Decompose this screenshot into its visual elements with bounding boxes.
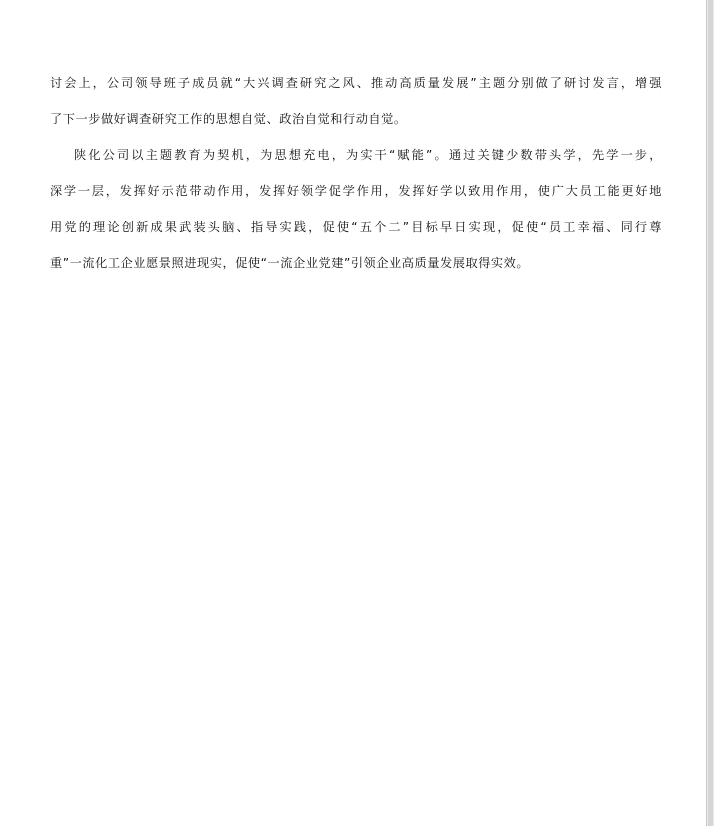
paragraph-2 bbox=[50, 142, 662, 286]
paragraph-1-line-2: 了下一步做好调查研究工作的思想自觉、政治自觉和行动自觉。 bbox=[50, 112, 407, 126]
paragraph-2-line-4: 重”一流化工企业愿景照进现实，促使“一流企业党建”引领企业高质量发展取得实效。 bbox=[50, 256, 530, 270]
paragraph-2-line-1: 陕化公司以主题教育为契机，为思想充电，为实干“赋能”。通过关键少数带头学，先学一步， bbox=[74, 148, 662, 162]
document-body bbox=[50, 70, 662, 286]
paragraph-2-line-2: 深学一层，发挥好示范带动作用，发挥好领学促学作用，发挥好学以致用作用，使广大员工能更好地 bbox=[50, 184, 662, 198]
scrollbar-thumb[interactable] bbox=[708, 0, 713, 826]
paragraph-2-line-3: 用党的理论创新成果武装头脑、指导实践，促使“五个二”目标早日实现，促使“员工幸福、同行尊 bbox=[50, 220, 662, 234]
paragraph-1 bbox=[50, 70, 662, 142]
vertical-scrollbar[interactable] bbox=[706, 0, 714, 826]
paragraph-1-line-1: 讨会上，公司领导班子成员就“大兴调查研究之风、推动高质量发展”主题分别做了研讨发言，增强 bbox=[50, 76, 662, 90]
